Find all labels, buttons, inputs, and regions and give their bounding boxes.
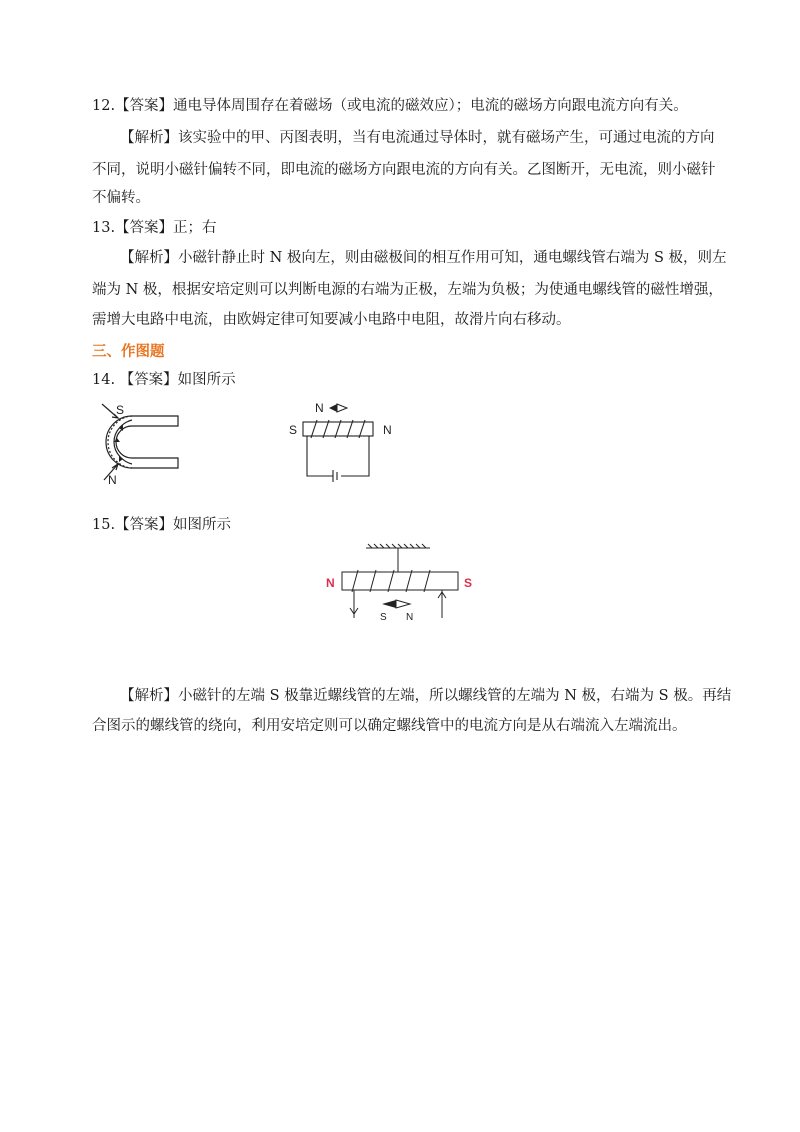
q13-answer: 13.【答案】正；右 [92, 220, 217, 236]
q12-analysis-line-2: 不同，说明小磁针偏转不同，即电流的磁场方向跟电流的方向有关。乙图断开，无电流，则小磁针 [92, 162, 716, 178]
q14-horseshoe-magnet-figure [92, 398, 192, 488]
q12-analysis-line-1: 【解析】该实验中的甲、丙图表明，当有电流通过导体时，就有磁场产生，可通过电流的方向 [120, 130, 715, 146]
q14-fig-b-left-pole: S [289, 423, 298, 437]
q13-analysis-line-3: 需增大电路中电流，由欧姆定律可知要减小电路中电阻，故滑片向右移动。 [92, 312, 571, 328]
q14-answer: 14. 【答案】如图所示 [92, 372, 236, 388]
q14-fig-a-top-pole: S [116, 403, 125, 417]
section-title: 三、作图题 [92, 344, 165, 360]
q15-fig-needle-left: S [380, 612, 387, 622]
compass-needle-icon [329, 404, 347, 412]
compass-needle-icon [382, 600, 410, 608]
q14-solenoid-circuit-figure [285, 398, 405, 488]
q14-fig-a-bottom-pole: N [108, 473, 117, 487]
q15-suspended-solenoid-figure [322, 542, 482, 622]
q15-analysis-line-1: 【解析】小磁针的左端 S 极靠近螺线管的左端，所以螺线管的左端为 N 极，右端为 S 极。再结 [120, 688, 732, 704]
q15-fig-left-pole: N [326, 576, 335, 590]
q15-fig-right-pole: S [464, 576, 473, 590]
q15-answer: 15.【答案】如图所示 [92, 517, 232, 533]
q12-analysis-line-3: 不偏转。 [92, 190, 150, 206]
q13-analysis-line-1: 【解析】小磁针静止时 N 极向左，则由磁极间的相互作用可知，通电螺线管右端为 S 极，则左 [120, 250, 727, 266]
q13-analysis-line-2: 端为 N 极，根据安培定则可以判断电源的右端为正极，左端为负极；为使通电螺线管的磁性增强， [92, 282, 723, 298]
q12-answer: 12.【答案】通电导体周围存在着磁场（或电流的磁效应）；电流的磁场方向跟电流方向有关。 [92, 98, 688, 114]
q15-analysis-line-2: 合图示的螺线管的绕向，利用安培定则可以确定螺线管中的电流方向是从右端流入左端流出。 [92, 718, 687, 734]
q14-fig-b-needle-label: N [315, 401, 324, 415]
q14-fig-b-right-pole: N [383, 423, 392, 437]
q15-fig-needle-right: N [406, 612, 414, 622]
